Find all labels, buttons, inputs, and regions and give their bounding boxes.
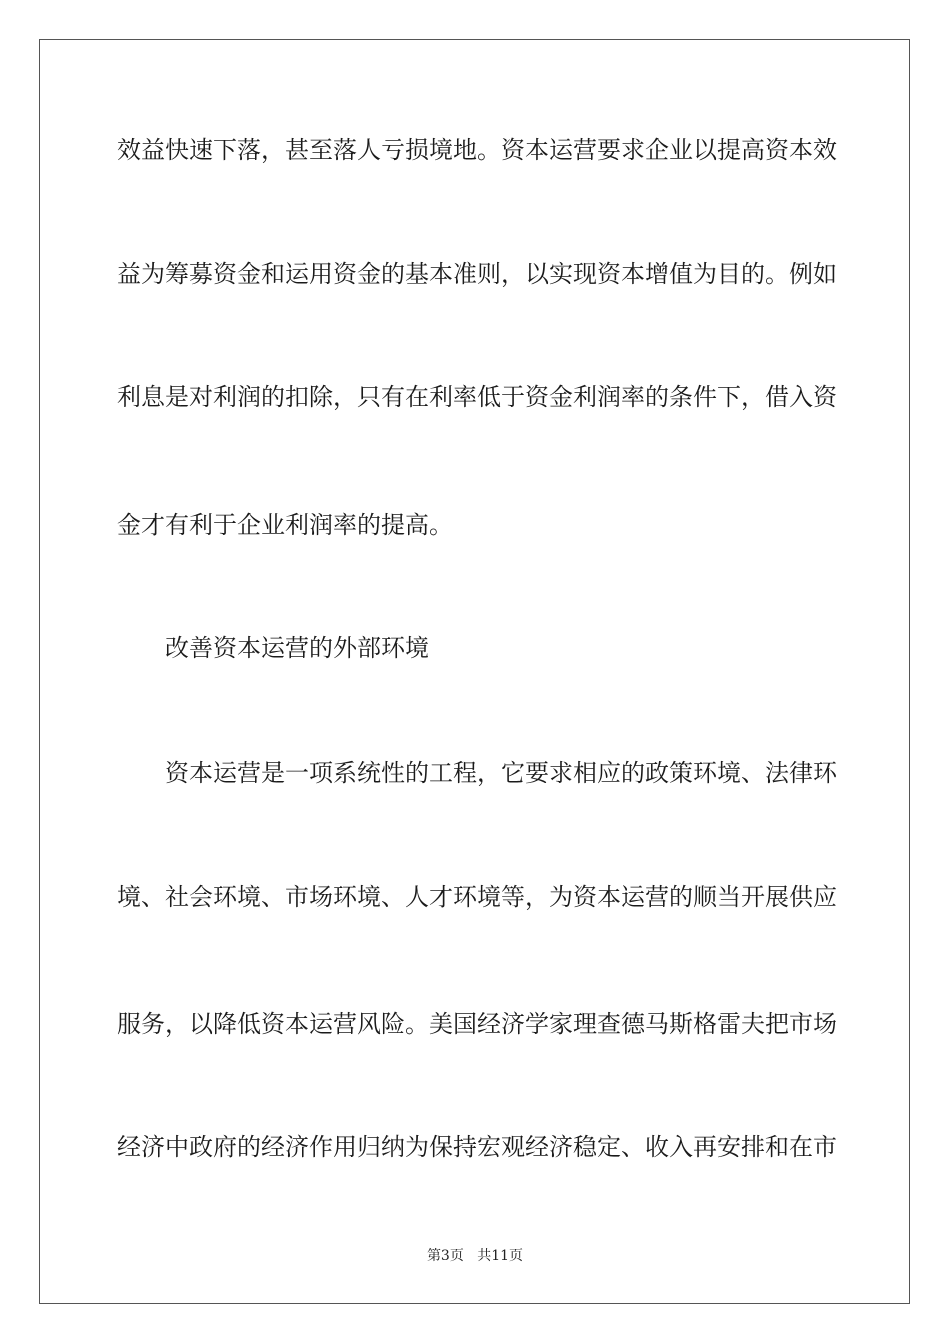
body-text-line: 效益快速下落，甚至落人亏损境地。资本运营要求企业以提高资本效: [117, 136, 837, 164]
page-footer: [0, 1247, 950, 1265]
section-heading: 改善资本运营的外部环境: [165, 634, 429, 662]
total-pages: 共11页: [477, 1248, 524, 1264]
body-text-line: 服务，以降低资本运营风险。美国经济学家理查德马斯格雷夫把市场: [117, 1010, 837, 1038]
body-text-line: 境、社会环境、市场环境、人才环境等，为资本运营的顺当开展供应: [117, 883, 837, 911]
page-number: 第3页: [426, 1248, 464, 1264]
body-text-line: 经济中政府的经济作用归纳为保持宏观经济稳定、收入再安排和在市: [117, 1133, 837, 1161]
body-text-line: 资本运营是一项系统性的工程，它要求相应的政策环境、法律环: [165, 759, 837, 787]
page-border: [39, 39, 910, 1304]
body-text-line: 益为筹募资金和运用资金的基本准则，以实现资本增值为目的。例如: [117, 260, 837, 288]
body-text-line: 金才有利于企业利润率的提高。: [117, 511, 453, 539]
body-text-line: 利息是对利润的扣除，只有在利率低于资金利润率的条件下，借入资: [117, 383, 837, 411]
